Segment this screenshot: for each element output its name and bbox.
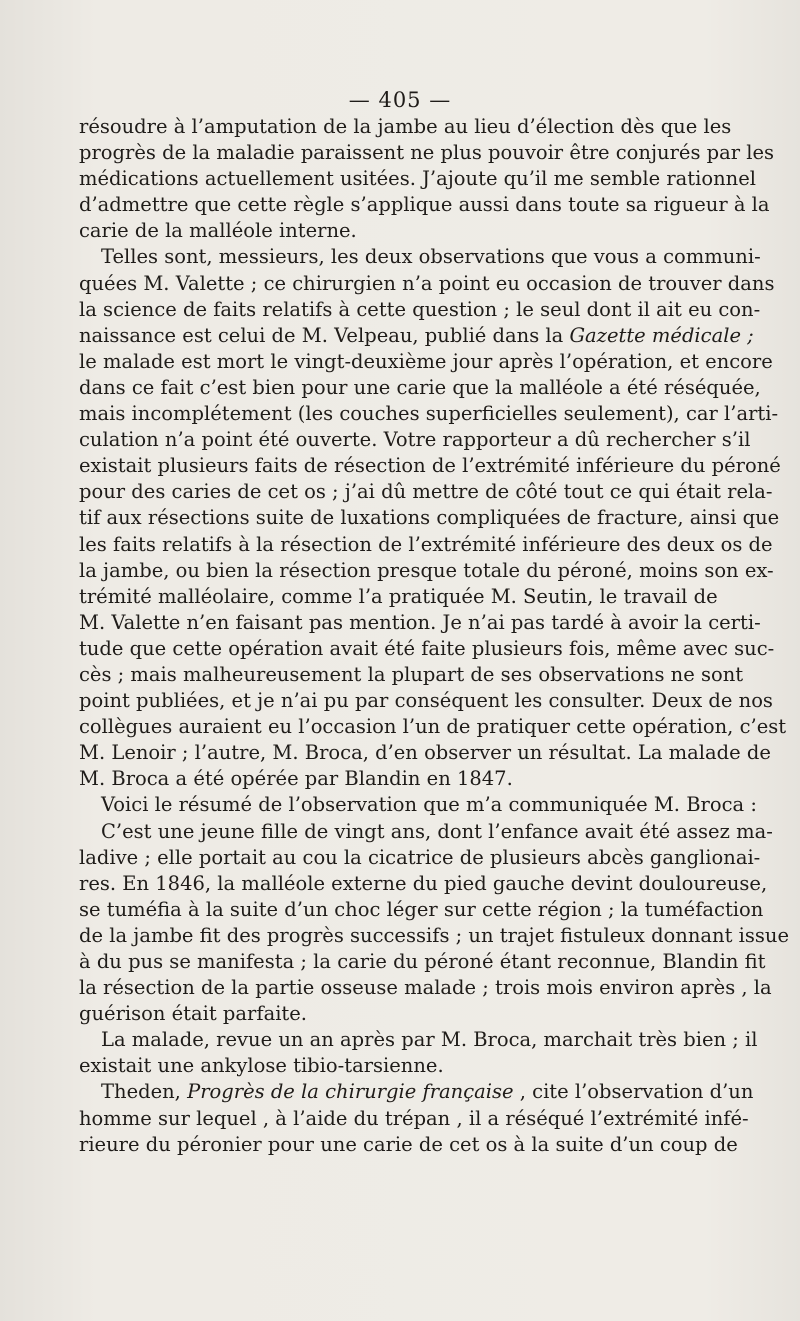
text-line: la jambe, ou bien la résection presque totale du péroné, moins son ex-: [79, 558, 774, 582]
text-line: tude que cette opération avait été faite plusieurs fois, même avec suc-: [79, 636, 775, 660]
text-line: résoudre à l’amputation de la jambe au lieu d’élection dès que les: [79, 115, 732, 138]
text-line: la résection de la partie osseuse malade ; trois mois environ après , la: [79, 976, 772, 1000]
text-line: médications actuellement usitées. J’ajoute qu’il me semble rationnel: [79, 167, 756, 191]
text-line: Voici le résumé de l’observation que m’a communiquée M. Broca :: [101, 793, 757, 817]
text-line: homme sur lequel , à l’aide du trépan , il a réséqué l’extrémité infé-: [79, 1106, 749, 1130]
paragraph: [79, 114, 775, 244]
text-line: cès ; mais malheureusement la plupart de ses observations ne sont: [79, 662, 744, 686]
text-line: point publiées, et je n’ai pu par conséquent les consulter. Deux de nos: [79, 689, 773, 713]
text-line: dans ce fait c’est bien pour une carie que la malléole a été réséquée,: [79, 375, 761, 399]
paragraph: [79, 244, 787, 792]
text-line: M. Lenoir ; l’autre, M. Broca, d’en observer un résultat. La malade de: [79, 741, 771, 765]
text-line: existait plusieurs faits de résection de l’extrémité inférieure du péroné: [79, 454, 781, 478]
text-line: La malade, revue un an après par M. Broca, marchait très bien ; il: [101, 1028, 758, 1052]
text-line: M. Broca a été opérée par Blandin en 1847.: [79, 767, 513, 791]
text-line: culation n’a point été ouverte. Votre rapporteur a dû rechercher s’il: [79, 428, 751, 452]
text-line: C’est une jeune fille de vingt ans, dont l’enfance avait été assez ma-: [101, 819, 773, 843]
text-line: guérison était parfaite.: [79, 1002, 308, 1026]
text-line: le malade est mort le vingt-deuxième jour après l’opération, et encore: [79, 349, 773, 373]
text-line: se tuméfia à la suite d’un choc léger sur cette région ; la tuméfaction: [79, 897, 764, 921]
page-number: — 405 —: [348, 88, 452, 112]
paragraph: [79, 819, 789, 1028]
text-line: pour des caries de cet os ; j’ai dû mettre de côté tout ce qui était rela-: [79, 480, 773, 504]
paragraph: [79, 1027, 758, 1079]
body-text: [79, 114, 789, 1158]
text-line: Theden, Progrès de la chirurgie française , cite l’observation d’un: [101, 1080, 754, 1104]
text-line: naissance est celui de M. Velpeau, publié dans la Gazette médicale ;: [79, 323, 754, 347]
text-line: existait une ankylose tibio-tarsienne.: [79, 1054, 444, 1078]
text-line: de la jambe fit des progrès successifs ; un trajet fistuleux donnant issue: [79, 923, 789, 947]
text-line: carie de la malléole interne.: [79, 219, 357, 243]
text-line: trémité malléolaire, comme l’a pratiquée M. Seutin, le travail de: [79, 584, 718, 608]
text-line: tif aux résections suite de luxations compliquées de fracture, ainsi que: [79, 506, 780, 530]
text-line: à du pus se manifesta ; la carie du péroné étant reconnue, Blandin fit: [79, 950, 766, 973]
text-line: collègues auraient eu l’occasion l’un de pratiquer cette opération, c’est: [79, 715, 787, 739]
text-line: quées M. Valette ; ce chirurgien n’a point eu occasion de trouver dans: [79, 271, 775, 295]
paragraph: [79, 1079, 754, 1157]
text-line: Telles sont, messieurs, les deux observations que vous a communi-: [101, 245, 761, 269]
text-line: ladive ; elle portait au cou la cicatrice de plusieurs abcès ganglionai-: [79, 845, 761, 869]
text-line: rieure du péronier pour une carie de cet os à la suite d’un coup de: [79, 1132, 738, 1156]
text-line: res. En 1846, la malléole externe du pied gauche devint douloureuse,: [79, 871, 768, 895]
text-line: la science de faits relatifs à cette question ; le seul dont il ait eu con-: [79, 297, 761, 321]
text-line: M. Valette n’en faisant pas mention. Je n’ai pas tardé à avoir la certi-: [79, 610, 761, 634]
text-line: d’admettre que cette règle s’applique aussi dans toute sa rigueur à la: [79, 193, 770, 217]
text-line: progrès de la maladie paraissent ne plus pouvoir être conjurés par les: [79, 141, 775, 165]
text-line: mais incomplétement (les couches superficielles seulement), car l’arti-: [79, 402, 779, 426]
paragraph: [79, 792, 757, 818]
text-line: les faits relatifs à la résection de l’extrémité inférieure des deux os de: [79, 532, 773, 556]
